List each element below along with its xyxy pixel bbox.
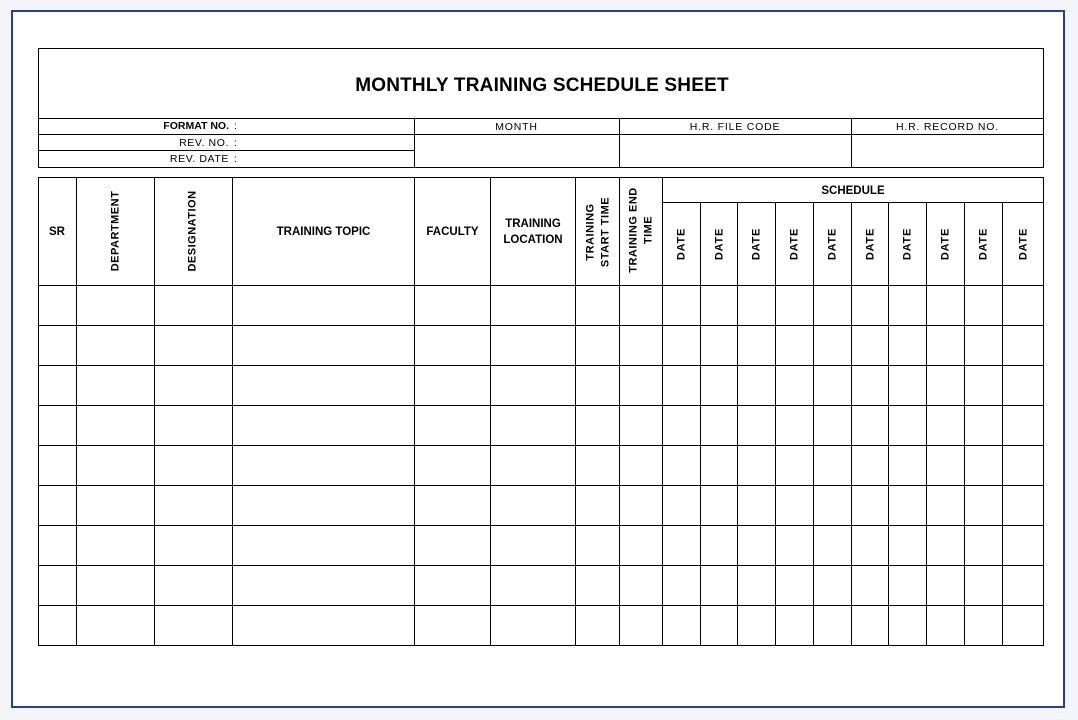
table-cell[interactable]: [620, 566, 662, 605]
table-cell[interactable]: [738, 526, 775, 565]
table-cell[interactable]: [39, 486, 76, 525]
table-cell[interactable]: [491, 286, 575, 325]
table-cell[interactable]: [776, 326, 813, 365]
table-cell[interactable]: [1003, 406, 1044, 445]
table-cell[interactable]: [39, 606, 76, 645]
table-cell[interactable]: [663, 326, 700, 365]
table-cell[interactable]: [155, 406, 232, 445]
table-cell[interactable]: [77, 326, 154, 365]
table-cell[interactable]: [620, 486, 662, 525]
table-cell[interactable]: [620, 606, 662, 645]
table-cell[interactable]: [576, 326, 619, 365]
table-cell[interactable]: [701, 446, 737, 485]
table-cell[interactable]: [415, 526, 490, 565]
table-cell[interactable]: [889, 286, 926, 325]
date-column-header: DATE: [864, 227, 876, 261]
date-column-header: DATE: [675, 227, 688, 261]
table-cell[interactable]: [701, 286, 737, 325]
table-cell[interactable]: [852, 566, 888, 605]
table-cell[interactable]: [965, 566, 1002, 605]
table-cell[interactable]: [155, 606, 232, 645]
date-column-header: DATE: [713, 227, 725, 261]
table-cell[interactable]: [701, 606, 737, 645]
table-cell[interactable]: [814, 606, 851, 645]
table-cell[interactable]: [701, 486, 737, 525]
table-cell[interactable]: [738, 566, 775, 605]
table-cell[interactable]: [491, 406, 575, 445]
table-cell[interactable]: [814, 286, 851, 325]
table-cell[interactable]: [738, 446, 775, 485]
table-cell[interactable]: [415, 366, 490, 405]
table-cell[interactable]: [776, 566, 813, 605]
table-cell[interactable]: [77, 526, 154, 565]
table-cell[interactable]: [77, 566, 154, 605]
table-cell[interactable]: [620, 446, 662, 485]
table-cell[interactable]: [663, 406, 700, 445]
table-cell[interactable]: [233, 606, 414, 645]
table-cell[interactable]: [77, 366, 154, 405]
table-cell[interactable]: [889, 406, 926, 445]
end-time-header-line2: TIME: [642, 215, 655, 245]
table-cell[interactable]: [738, 326, 775, 365]
sr-header: SR: [49, 226, 65, 238]
table-cell[interactable]: [620, 286, 662, 325]
table-cell[interactable]: [155, 526, 232, 565]
table-cell[interactable]: [927, 566, 964, 605]
table-cell[interactable]: [889, 366, 926, 405]
table-cell[interactable]: [927, 326, 964, 365]
info-divider: [414, 134, 1044, 135]
rev-no-colon: :: [234, 137, 237, 149]
table-cell[interactable]: [39, 526, 76, 565]
table-cell[interactable]: [77, 486, 154, 525]
date-column-header: DATE: [788, 227, 801, 261]
table-cell[interactable]: [701, 526, 737, 565]
table-cell[interactable]: [776, 486, 813, 525]
table-cell[interactable]: [927, 446, 964, 485]
training-location-header-line1: TRAINING: [505, 218, 561, 230]
table-cell[interactable]: [738, 606, 775, 645]
table-cell[interactable]: [1003, 326, 1044, 365]
table-cell[interactable]: [852, 526, 888, 565]
table-cell[interactable]: [852, 286, 888, 325]
designation-header: DESIGNATION: [186, 190, 199, 272]
table-cell[interactable]: [39, 366, 76, 405]
table-cell[interactable]: [77, 406, 154, 445]
table-cell[interactable]: [1003, 446, 1044, 485]
table-cell[interactable]: [620, 406, 662, 445]
table-cell[interactable]: [965, 286, 1002, 325]
table-cell[interactable]: [1003, 486, 1044, 525]
table-cell[interactable]: [1003, 286, 1044, 325]
table-cell[interactable]: [965, 446, 1002, 485]
table-cell[interactable]: [852, 366, 888, 405]
table-cell[interactable]: [77, 446, 154, 485]
table-cell[interactable]: [1003, 526, 1044, 565]
table-cell[interactable]: [491, 366, 575, 405]
table-cell[interactable]: [620, 366, 662, 405]
table-cell[interactable]: [776, 286, 813, 325]
table-cell[interactable]: [927, 406, 964, 445]
table-cell[interactable]: [233, 526, 414, 565]
table-cell[interactable]: [965, 486, 1002, 525]
faculty-header: FACULTY: [426, 226, 479, 238]
date-column-header: DATE: [939, 227, 952, 261]
date-column-header: DATE: [977, 227, 990, 261]
table-cell[interactable]: [889, 326, 926, 365]
table-cell[interactable]: [77, 606, 154, 645]
schedule-divider: [662, 202, 1044, 203]
table-cell[interactable]: [576, 606, 619, 645]
table-cell[interactable]: [155, 366, 232, 405]
start-time-header-line1: TRAINING: [584, 203, 597, 261]
hr-file-code-header: H.R. FILE CODE: [689, 121, 781, 133]
table-cell[interactable]: [155, 286, 232, 325]
meta-divider: [38, 134, 415, 135]
table-cell[interactable]: [491, 326, 575, 365]
table-cell[interactable]: [927, 286, 964, 325]
table-cell[interactable]: [965, 326, 1002, 365]
meta-divider: [38, 150, 415, 151]
table-cell[interactable]: [738, 406, 775, 445]
table-cell[interactable]: [576, 366, 619, 405]
table-cell[interactable]: [415, 326, 490, 365]
table-cell[interactable]: [814, 326, 851, 365]
table-cell[interactable]: [663, 366, 700, 405]
table-cell[interactable]: [155, 326, 232, 365]
training-topic-header: TRAINING TOPIC: [276, 226, 371, 238]
table-cell[interactable]: [415, 486, 490, 525]
table-cell[interactable]: [233, 406, 414, 445]
sheet-title: MONTHLY TRAINING SCHEDULE SHEET: [355, 75, 729, 96]
rev-date-colon: :: [234, 153, 237, 165]
table-cell[interactable]: [663, 566, 700, 605]
department-header: DEPARTMENT: [109, 190, 122, 272]
table-cell[interactable]: [576, 406, 619, 445]
table-cell[interactable]: [701, 406, 737, 445]
table-cell[interactable]: [889, 526, 926, 565]
format-no-label: FORMAT NO.: [163, 120, 229, 132]
format-no-colon: :: [234, 120, 237, 132]
table-cell[interactable]: [927, 526, 964, 565]
table-cell[interactable]: [965, 366, 1002, 405]
table-cell[interactable]: [233, 286, 414, 325]
table-cell[interactable]: [491, 566, 575, 605]
table-cell[interactable]: [77, 286, 154, 325]
table-cell[interactable]: [814, 486, 851, 525]
table-cell[interactable]: [852, 606, 888, 645]
schedule-header: SCHEDULE: [821, 185, 885, 197]
table-cell[interactable]: [491, 486, 575, 525]
table-cell[interactable]: [852, 406, 888, 445]
table-cell[interactable]: [663, 286, 700, 325]
training-location-header-line2: LOCATION: [503, 234, 563, 246]
table-cell[interactable]: [1003, 566, 1044, 605]
month-header: MONTH: [495, 121, 538, 133]
table-cell[interactable]: [233, 326, 414, 365]
start-time-header-line2: START TIME: [599, 196, 612, 268]
table-cell[interactable]: [1003, 606, 1044, 645]
table-cell[interactable]: [927, 606, 964, 645]
date-column-header: DATE: [750, 227, 763, 261]
table-cell[interactable]: [701, 326, 737, 365]
table-cell[interactable]: [738, 366, 775, 405]
table-cell[interactable]: [889, 566, 926, 605]
table-cell[interactable]: [738, 486, 775, 525]
table-cell[interactable]: [889, 606, 926, 645]
table-cell[interactable]: [852, 326, 888, 365]
table-cell[interactable]: [415, 406, 490, 445]
table-cell[interactable]: [776, 446, 813, 485]
table-cell[interactable]: [663, 446, 700, 485]
table-cell[interactable]: [852, 486, 888, 525]
table-cell[interactable]: [576, 566, 619, 605]
table-cell[interactable]: [233, 446, 414, 485]
table-cell[interactable]: [701, 366, 737, 405]
table-cell[interactable]: [965, 526, 1002, 565]
table-cell[interactable]: [620, 526, 662, 565]
table-cell[interactable]: [965, 406, 1002, 445]
table-cell[interactable]: [1003, 366, 1044, 405]
table-cell[interactable]: [927, 366, 964, 405]
table-cell[interactable]: [776, 606, 813, 645]
table-cell[interactable]: [814, 566, 851, 605]
table-cell[interactable]: [663, 526, 700, 565]
table-cell[interactable]: [738, 286, 775, 325]
table-cell[interactable]: [620, 326, 662, 365]
table-cell[interactable]: [576, 526, 619, 565]
table-cell[interactable]: [39, 406, 76, 445]
rev-date-label: REV. DATE: [169, 153, 229, 165]
table-cell[interactable]: [415, 566, 490, 605]
table-cell[interactable]: [576, 486, 619, 525]
table-cell[interactable]: [415, 446, 490, 485]
table-cell[interactable]: [39, 446, 76, 485]
table-cell[interactable]: [155, 566, 232, 605]
table-cell[interactable]: [233, 366, 414, 405]
table-cell[interactable]: [155, 486, 232, 525]
table-cell[interactable]: [39, 286, 76, 325]
table-cell[interactable]: [491, 526, 575, 565]
table-cell[interactable]: [415, 286, 490, 325]
table-cell[interactable]: [415, 606, 490, 645]
table-cell[interactable]: [233, 566, 414, 605]
table-cell[interactable]: [814, 366, 851, 405]
table-cell[interactable]: [491, 446, 575, 485]
table-cell[interactable]: [663, 606, 700, 645]
table-cell[interactable]: [663, 486, 700, 525]
hr-record-no-header: H.R. RECORD NO.: [895, 121, 999, 133]
table-cell[interactable]: [576, 286, 619, 325]
table-cell[interactable]: [776, 366, 813, 405]
table-cell[interactable]: [155, 446, 232, 485]
table-cell[interactable]: [889, 446, 926, 485]
end-time-header-line1: TRAINING END: [627, 187, 640, 273]
header-divider: [38, 118, 1044, 119]
table-cell[interactable]: [701, 566, 737, 605]
table-cell[interactable]: [576, 446, 619, 485]
table-cell[interactable]: [233, 486, 414, 525]
table-cell[interactable]: [776, 406, 813, 445]
table-cell[interactable]: [776, 526, 813, 565]
table-cell[interactable]: [965, 606, 1002, 645]
table-cell[interactable]: [814, 406, 851, 445]
date-column-header: DATE: [1017, 227, 1030, 261]
date-column-header: DATE: [826, 227, 839, 261]
table-cell[interactable]: [814, 446, 851, 485]
table-cell[interactable]: [889, 486, 926, 525]
table-cell[interactable]: [852, 446, 888, 485]
table-cell[interactable]: [39, 326, 76, 365]
table-cell[interactable]: [927, 486, 964, 525]
table-cell[interactable]: [39, 566, 76, 605]
table-cell[interactable]: [814, 526, 851, 565]
rev-no-label: REV. NO.: [179, 137, 229, 149]
date-column-header: DATE: [901, 227, 914, 261]
table-cell[interactable]: [491, 606, 575, 645]
